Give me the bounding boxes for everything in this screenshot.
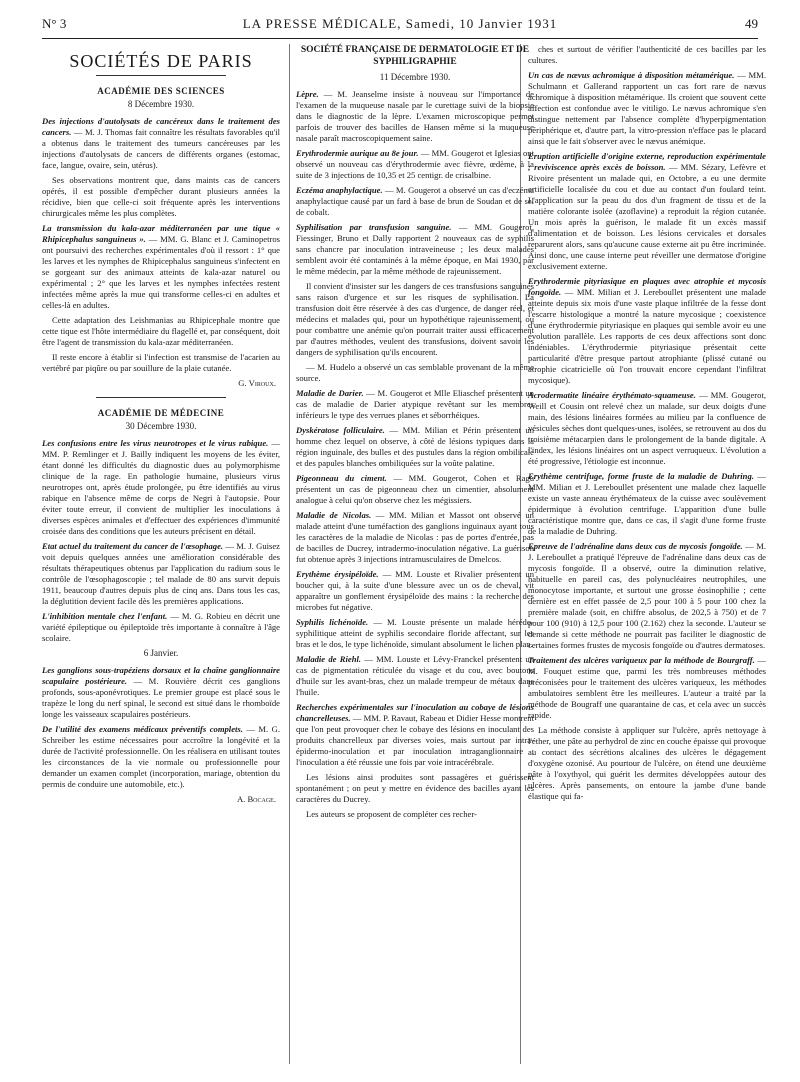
article-paragraph: La méthode consiste à appliquer sur l'ulcère, après nettoyage à l'éther, une pâte au perhydrol de zinc en couche épaisse qui provoque au contact des sécrétions alcalines des ulcères le dégagement d'oxygène ozonisé. Au pourtour de l'ulcère, on étend une deuxième pâte à l'oxythyol, qui guérit les dermites développées autour des ulcères. Après pansements, on entoure la jambe d'une bande élastique qui fa- <box>528 725 766 801</box>
article-paragraph: De l'utilité des examens médicaux préventifs complets. — M. G. Schreiber les estime nécessaires pour accroître la longévité et la durée de l'activité professionnelle. On les réalisera en utilisant toutes les circonstances de la vie normale ou professionnelle pour demander un examen complet (incorporation, mariage, obtention du permis de conduire une automobile, etc.). <box>42 724 280 789</box>
article-paragraph: Epreuve de l'adrénaline dans deux cas de mycosis fongoïde. — M. J. Lereboullet a pratiqué l'épreuve de l'adrénaline dans deux cas de mycosis fongoïde. Il a observé, outre la diminution relative, habituelle en pareil cas, des polynucléaires neutrophiles, une monocytose importante, et surtout une grosse éosinophilie ; cette dernière est en effet passée de 2,5 pour 100 à 5 pour 100 chez la première malade (soit, en chiffre absolus, de 202,5 à 750) et de 7 pour 100 (910) à 12,5 pour 100 (2.162) chez la seconde. L'auteur se demande si cette méthode ne pourrait pas faciliter le diagnostic de certaines formes frustes de mycosis fongoïde ou d'autres dermatoses. <box>528 541 766 650</box>
page-header <box>42 16 758 36</box>
header-rule <box>42 38 758 39</box>
session-date: 6 Janvier. <box>143 648 179 658</box>
article-paragraph: Recherches expérimentales sur l'inoculation au cobaye de lésions chancrelleuses. — MM. P. Ravaut, Rabeau et Didier Hesse montrent que l'on peut provoquer chez le cobaye des lésions en inoculant des produits chancrelleux par diverses voies, mais surtout par intra-épidermo-inoculation et par inoculation intraganglionnaire ; l'inoculation a été réussie une fois par voie intracérébrale. <box>296 702 534 767</box>
section-rule <box>96 75 226 76</box>
article-paragraph: Traitement des ulcères variqueux par la méthode de Bourgraff. — M. Fouquet estime que, parmi les très nombreuses méthodes préconisées pour le traitement des ulcères variqueux, les méthodes ambulatoires semblent être les meilleures. L'auteur a traité par la méthode de Bougraff une quarantaine de cas, et cela avec un succès rapide. <box>528 655 766 720</box>
article-paragraph: Les confusions entre les virus neurotropes et le virus rabique. — MM. P. Remlinger et J. Bailly indiquent les moyens de les éviter, étant donné les difficultés du diagnostic dues au polymorphisme clinique de la rage. En pathologie humaine, plusieurs virus neurotropes ont, après étude prolongée, pu être identifiés au virus rabique en l'absence même de corps de Negri à l'autopsie. Pour éviter toute erreur, il convient de multiplier les inoculations à diverses espèces animales et d'effectuer des expériences d'immunité croisée dans des conditions que les auteurs précisent en détail. <box>42 438 280 536</box>
article-paragraph: Il convient d'insister sur les dangers de ces transfusions sanguines sans raison d'urgence et sur les risques de syphilisation. La transfusion doit être réservée à des cas d'urgence, de danger réel, et médecins et malades qui, pour un hypothétique rajeunissement, ou pour combattre une anémie qu'on pourrait traiter aussi efficacement par d'autres méthodes, veulent des transfusions, doivent savoir les dangers de syphilisation qu'ils encourent. <box>296 281 534 357</box>
signature: G. Viroux. <box>238 378 276 388</box>
column-2 <box>296 44 534 824</box>
article-paragraph: La transmission du kala-azar méditerranéen par une tique « Rhipicephalus sanguineus ». — MM. G. Blanc et J. Caminopetros ont poursuivi des recherches expérimentales d'où il ressort : 1° que les larves et les nymphes de Rhipicephalus sanguineus s'infectent en se gorgeant sur des animaux atteints de kala-azar naturel ou expérimental ; 2° que les larves et les nymphes infectées restent infectées même après la mue qui transforme celles-ci en adultes et celles-là en adultes. <box>42 223 280 310</box>
session-date: 30 Décembre 1930. <box>125 421 197 431</box>
article-paragraph: Erythème érysipéloïde. — MM. Louste et Rivalier présentent un boucher qui, à la suite d'une blessure avec un os de cheval, vit apparaître un gonflement érysipéloïde des mains : la recherche des microbes fut négative. <box>296 569 534 612</box>
column-divider-1 <box>289 44 290 1064</box>
article-paragraph: Cette adaptation des Leishmanias au Rhipicephale montre que cette tique est l'hôte intermédiaire du flagellé et, par conséquent, doit être l'agent de transmission du kala-azar méditerranéen. <box>42 315 280 347</box>
article-paragraph: Erythème centrifuge, forme fruste de la maladie de Duhring. — MM. Milian et J. Lereboullet présentent une malade chez laquelle existe un vaste anneau érythémateux de la cuisse avec soulèvement épidermique à évolution centrifuge. L'apparition d'une bulle caractéristique montre que, dans ce cas, il s'agit d'une forme fruste de la maladie de Duhring. <box>528 471 766 536</box>
academy-medicine-heading: ACADÉMIE DE MÉDECINE <box>97 408 225 418</box>
article-paragraph: Un cas de nævus achromique à disposition métamérique. — MM. Schulmann et Gallerand rapportent un cas fort rare de nævus achromique à disposition métamérique. Ils croient que souvent cette affection est confondue avec le vitiligo. Le nævus achromique s'en distingue nettement par l'absence complète d'hyperpigmentation périphérique et, d'autre part, la vitro-pression n'efface pas le placard ainsi que le fait s'observer avec le nævus anémique. <box>528 70 766 146</box>
page-number-right: 49 <box>745 16 758 31</box>
article-paragraph: Lèpre. — M. Jeanselme insiste à nouveau sur l'importance de l'examen de la muqueuse nasale par le curettage suivi de la biopsie dans le diagnostic de la lèpre. L'examen microscopique permet parfois de trouver des bacilles de Hansen même si la muqueuse nasale paraît macroscopiquement saine. <box>296 89 534 143</box>
section-heading: SOCIÉTÉS DE PARIS <box>69 51 253 71</box>
signature: A. Bocage. <box>236 794 276 804</box>
article-paragraph: Dyskératose folliculaire. — MM. Milian et Périn présentent un homme chez lequel on observe, à côté de lésions typiques dans la région inguinale, des bulles et des pustules dans la région ombilicale et des papules blanches ombiliquées sur la voûte palatine. <box>296 425 534 468</box>
article-paragraph: Les auteurs se proposent de compléter ces recher- <box>306 809 477 819</box>
article-paragraph: Les lésions ainsi produites sont passagères et guérissent spontanément ; on peut y mettre en évidence des bacilles ayant les caractères du Ducrey. <box>296 772 534 804</box>
column-3 <box>528 44 766 806</box>
article-paragraph: Ses observations montrent que, dans maints cas de cancers opérés, il est possible d'empêcher durant plusieurs années la récidive, bien que celle-ci soit fréquente après les interventions chirurgicales même les plus complètes. <box>42 175 280 218</box>
article-paragraph: Erythrodermie pityriasique en plaques avec atrophie et mycosis fongoïde. — MM. Milian et J. Lereboullet présentent une malade atteinte depuis six mois d'une vaste plaque infiltrée de la fesse dont l'escarre histologique a montré la nature mycosique ; coexistence d'une érythrodermie pityriasique en plaques qui semble avoir eu une évolution parallèle. Les rapports de ces deux affections sont donc indéniables. L'érythrodermie pityriasique présentait cette particularité d'être presque partout atrophiante (plissé cutané ou atrophie cicatricielle où l'on trouvait encore cependant l'infiltrat mycosique). <box>528 276 766 385</box>
column-3-body <box>528 44 766 802</box>
article-paragraph: Etat actuel du traitement du cancer de l'œsophage. — M. J. Guisez voit depuis quelques années une amélioration considérable des résultats thérapeutiques obtenus par l'application du radium sous le contrôle de l'œsophagoscopie ; tel malade de 80 ans survit depuis 1911, beaucoup d'autres depuis plus de cinq ans. Dans tous les cas, la déglutition devient facile dès les premières applications. <box>42 541 280 606</box>
article-paragraph: — M. Hudelo a observé un cas semblable provenant de la même source. <box>296 362 534 383</box>
article-paragraph: Eczéma anaphylactique. — M. Gougerot a observé un cas d'eczéma anaphylactique causé par un fard à base de brun de Soudan et de sel de cobalt. <box>296 185 534 217</box>
journal-title: LA PRESSE MÉDICALE, Samedi, 10 Janvier 1931 <box>242 16 558 31</box>
article-paragraph: Les ganglions sous-trapéziens dorsaux et la chaîne ganglionnaire scapulaire postérieure. — M. Rouvière décrit ces ganglions profonds, sous-aponévrotiques. Le premier groupe est placé sous le trapèze le long du nerf spinal, le second est situé dans le rhomboïde longe les vaisseaux scapulaires postérieurs. <box>42 665 280 719</box>
article-paragraph: Maladie de Darier. — M. Gougerot et Mlle Eliaschef présentent un cas de maladie de Darier atypique revêtant sur les membres inférieurs le type des verrues planes et séborrhéiques. <box>296 388 534 420</box>
article-paragraph: Pigeonneau du ciment. — MM. Gougerot, Cohen et Ragu présentent un cas de pigeonneau chez un cimentier, absolument analogue à celui qu'on observe chez les mégissiers. <box>296 473 534 505</box>
page-number-left: N° 3 <box>42 16 67 31</box>
article-paragraph: Acrodermatite linéaire érythémato-squameuse. — MM. Gougerot, Weill et Cousin ont relevé chez un malade, sur deux doigts d'une main, des lésions linéaires formées au milieu par la confluence de vésicules sèches dont quelques-unes, isolées, se retrouvent au dos du troisième métacarpien dans le prolongement de la bande digitale. A l'index, les lésions linéaires ont un aspect verruqueux. L'évolution a été progressive, l'étiologie est inconnue. <box>528 390 766 466</box>
column-1 <box>42 44 280 811</box>
article-paragraph: Syphilisation par transfusion sanguine. — MM. Gougerot, Fiessinger, Bruno et Dally rapportent 2 nouveaux cas de syphilis sans chancre par inoculation intraveineuse ; les deux malades semblent avoir été contaminés à la même époque, en Mai 1930, par le même médecin, par la même méthode de rajeunissement. <box>296 222 534 276</box>
section-rule <box>96 397 226 398</box>
session-date: 8 Décembre 1930. <box>127 99 195 109</box>
article-paragraph: Des injections d'autolysats de cancéreux dans le traitement des cancers. — M. J. Thomas fait connaître les résultats favorables qu'il a obtenus dans le traitement des tumeurs cancéreuses par les injections d'autolysats de cancers de différents organes (estomac, face, langue, ovaire, sein, utérus). <box>42 116 280 170</box>
article-paragraph: Eruption artificielle d'origine externe, reproduction expérimentale ; reviviscence après excès de boisson. — MM. Sézary, Lefèvre et Rivoire présentent un malade qui, en Octobre, a eu une dermite artificielle localisée du cou et due au contact d'un foulard teint. L'application sur la peau du dos d'un fragment de tissu et de la matière colorante isolée (azoflavine) a reproduit la région cutanée. Un mois après la guérison, le malade fit un excès massif d'alimentation et de boisson. Les lésions cervicales et dorsales reparurent alors, sans qu'aucune cause externe ait pu être incriminée. Ainsi donc, une cause interne peut réveiller une dermatose d'origine exclusivement externe. <box>528 151 766 271</box>
academy-sciences-heading: ACADÉMIE DES SCIENCES <box>97 86 225 96</box>
article-paragraph: Syphilis lichénoïde. — M. Louste présente un malade hérédo-syphilitique atteint de syphilis secondaire floride affectant, sur les bras et le dos, le type lichénoïde, simulant absolument le lichen plan. <box>296 617 534 649</box>
society-heading: SOCIÉTÉ FRANÇAISE DE DERMATOLOGIE ET DE SYPHILIGRAPHIE <box>300 45 530 67</box>
article-paragraph: Erythrodermie aurique au 8e jour. — MM. Gougerot et Iglesias ont observé un nouveau cas d'érythrodermie avec fièvre, œdème, à la suite de 3 injections de 10,35 et 25 centigr. de crisalbine. <box>296 148 534 180</box>
article-paragraph: Maladie de Riehl. — MM. Louste et Lévy-Franckel présentent un cas de pigmentation réticulée du visage et du cou, avec boutons d'huile sur les avant-bras, chez un malade trempeur de métaux dans l'huile. <box>296 654 534 697</box>
article-paragraph: ches et surtout de vérifier l'authenticité de ces bacilles par les cultures. <box>528 44 766 65</box>
article-paragraph: Il reste encore à établir si l'infection est transmise de l'acarien au vertébré par piqûre ou par souillure de la plaie cutanée. <box>42 352 280 373</box>
article-paragraph: Maladie de Nicolas. — MM. Milian et Massot ont observé un malade atteint d'une tuméfaction des ganglions inguinaux ayant tous les caractères de la maladie de Nicolas : pas de portes d'entrée, pas de bacilles de Ducrey, intradermo-inoculation négative. La guérison fut obtenue après 3 injections intramusculaires de Dmelcos. <box>296 510 534 564</box>
column-2-body <box>296 89 534 820</box>
session-date: 11 Décembre 1930. <box>379 72 451 82</box>
article-paragraph: L'inhibition mentale chez l'enfant. — M. G. Robieu en décrit une variété épileptique ou épileptoïde très importante à connaître à l'âge scolaire. <box>42 611 280 643</box>
